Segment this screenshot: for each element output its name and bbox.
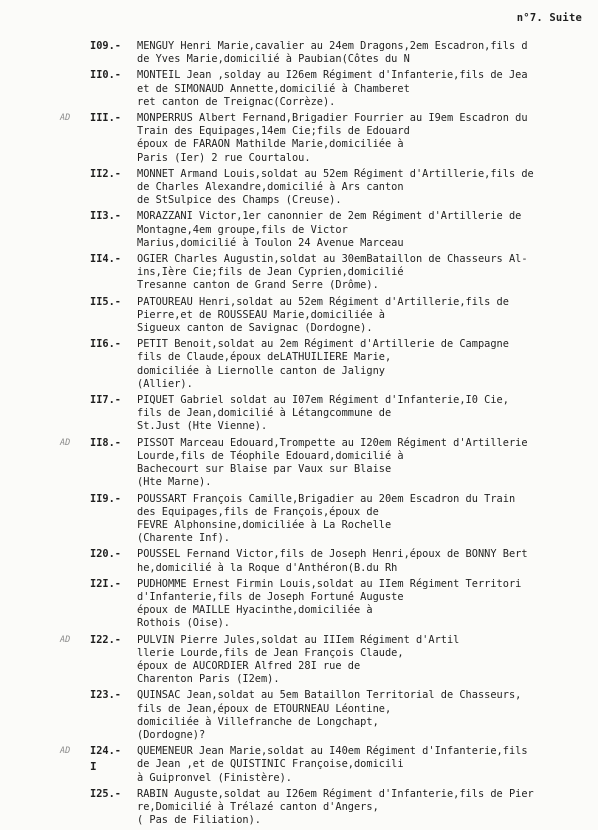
record-entry xyxy=(0,634,598,687)
record-line: MENGUY Henri Marie,cavalier au 24em Dragons,2em Escadron,fils d xyxy=(137,40,528,52)
record-number: III.- xyxy=(90,112,121,125)
record-line: époux de FARAON Mathilde Marie,domiciliée à xyxy=(137,138,404,151)
record-line: d'Infanterie,fils de Joseph Fortuné Auguste xyxy=(137,590,404,603)
record-line: Paris (Ier) 2 rue Courtalou. xyxy=(137,151,311,164)
record-number: II7.- xyxy=(90,394,121,407)
record-line: des Equipages,fils de François,époux de xyxy=(137,505,379,518)
record-line: he,domicilié à la Roque d'Anthéron(B.du Rh xyxy=(137,561,398,574)
record-line: (Dordogne)? xyxy=(137,728,206,741)
record-text xyxy=(137,548,592,574)
record-line: MORAZZANI Victor,1er canonnier de 2em Régiment d'Artillerie de xyxy=(137,210,522,223)
record-line: époux de AUCORDIER Alfred 28I rue de xyxy=(137,659,361,672)
record-line: domiciliée à Villefranche de Longchapt, xyxy=(137,715,379,728)
record-line: à Guipronvel (Finistère). xyxy=(137,771,292,784)
record-line: (Allier). xyxy=(137,377,193,390)
record-text xyxy=(137,338,592,391)
record-line: PISSOT Marceau Edouard,Trompette au I20em Régiment d'Artillerie xyxy=(137,436,528,449)
record-line: OGIER Charles Augustin,soldat au 30emBataillon de Chasseurs Al- xyxy=(137,253,528,266)
record-text xyxy=(137,689,592,742)
record-line: fils de Jean,domicilié à Létangcommune de xyxy=(137,407,392,420)
footer-mark: I xyxy=(90,760,97,773)
record-number: I25.- xyxy=(90,787,121,800)
record-entry xyxy=(0,788,598,828)
record-line: FEVRE Alphonsine,domiciliée à La Rochelle xyxy=(137,518,392,531)
record-line: Sigueux canton de Savignac (Dordogne). xyxy=(137,322,373,335)
record-line: fils de Claude,époux deLATHUILIERE Marie, xyxy=(137,351,392,364)
record-entry xyxy=(0,689,598,742)
record-line: llerie Lourde,fils de Jean François Claude, xyxy=(137,646,404,659)
record-text xyxy=(137,634,592,687)
record-text xyxy=(137,168,592,208)
record-entry xyxy=(0,296,598,336)
record-line: PUDHOMME Ernest Firmin Louis,soldat au IIem Régiment Territori xyxy=(137,577,522,590)
record-entry xyxy=(0,253,598,293)
record-text xyxy=(137,69,592,109)
record-text xyxy=(137,394,592,434)
record-text xyxy=(137,253,592,293)
record-line: St.Just (Hte Vienne). xyxy=(137,420,268,433)
margin-annotation: AD xyxy=(60,634,71,645)
record-number: I23.- xyxy=(90,689,121,702)
record-line: de Charles Alexandre,domicilié à Ars canton xyxy=(137,181,404,194)
record-text xyxy=(137,40,592,66)
record-text xyxy=(137,788,592,828)
record-number: I09.- xyxy=(90,40,121,52)
record-line: de Jean ,et de QUISTINIC Françoise,domicili xyxy=(137,758,404,771)
record-line: re,Domicilié à Trélazé canton d'Angers, xyxy=(137,800,379,813)
record-text xyxy=(137,210,592,250)
record-line: RABIN Auguste,soldat au I26em Régiment d'Infanterie,fils de Pier xyxy=(137,787,534,800)
record-line: QUEMENEUR Jean Marie,soldat au I40em Régiment d'Infanterie,fils xyxy=(137,745,528,758)
record-line: Montagne,4em groupe,fils de Victor xyxy=(137,223,348,236)
record-text xyxy=(137,745,592,785)
record-entry xyxy=(0,493,598,546)
record-line: ins,Ière Cie;fils de Jean Cyprien,domicilié xyxy=(137,266,404,279)
record-line: Tresanne canton de Grand Serre (Drôme). xyxy=(137,279,379,292)
margin-annotation: AD xyxy=(60,113,71,124)
record-number: I2I.- xyxy=(90,577,121,590)
record-line: Pierre,et de ROUSSEAU Marie,domiciliée à xyxy=(137,308,385,321)
record-entry xyxy=(0,548,598,574)
record-line: ( Pas de Filiation). xyxy=(137,814,261,827)
record-number: II5.- xyxy=(90,295,121,308)
record-entry xyxy=(0,394,598,434)
record-line: PULVIN Pierre Jules,soldat au IIIem Régiment d'Artil xyxy=(137,633,460,646)
record-line: MONTEIL Jean ,solday au I26em Régiment d'Infanterie,fils de Jea xyxy=(137,69,528,82)
record-line: PETIT Benoit,soldat au 2em Régiment d'Artillerie de Campagne xyxy=(137,338,509,351)
record-number: I24.- xyxy=(90,745,121,758)
record-line: de Yves Marie,domicilié à Paubian(Côtes du N xyxy=(137,53,410,66)
record-number: II6.- xyxy=(90,338,121,351)
record-text xyxy=(137,493,592,546)
record-text xyxy=(137,578,592,631)
record-text xyxy=(137,296,592,336)
record-line: POUSSEL Fernand Victor,fils de Joseph Henri,époux de BONNY Bert xyxy=(137,548,528,561)
entries-list xyxy=(0,40,598,830)
record-number: I22.- xyxy=(90,633,121,646)
record-number: II4.- xyxy=(90,253,121,266)
record-entry xyxy=(0,578,598,631)
margin-annotation: AD xyxy=(60,437,71,448)
record-number: II8.- xyxy=(90,436,121,449)
record-line: Lourde,fils de Téophile Edouard,domicilié à xyxy=(137,449,404,462)
margin-annotation: AD xyxy=(60,746,71,757)
record-line: époux de MAILLE Hyacinthe,domiciliée à xyxy=(137,604,373,617)
record-line: Charenton Paris (I2em). xyxy=(137,673,280,686)
record-number: II0.- xyxy=(90,69,121,82)
record-line: et de SIMONAUD Annette,domicilié à Chamberet xyxy=(137,82,410,95)
record-line: MONPERRUS Albert Fernand,Brigadier Fourrier au I9em Escadron du xyxy=(137,112,528,125)
record-line: QUINSAC Jean,soldat au 5em Bataillon Territorial de Chasseurs, xyxy=(137,689,522,702)
record-line: MONNET Armand Louis,soldat au 52em Régiment d'Artillerie,fils de xyxy=(137,167,534,180)
record-text xyxy=(137,437,592,490)
record-line: domiciliée à Liernolle canton de Jaligny xyxy=(137,364,385,377)
record-line: Marius,domicilié à Toulon 24 Avenue Marceau xyxy=(137,236,404,249)
record-number: II9.- xyxy=(90,492,121,505)
record-entry xyxy=(0,40,598,66)
record-entry xyxy=(0,338,598,391)
record-line: POUSSART François Camille,Brigadier au 20em Escadron du Train xyxy=(137,492,516,505)
record-entry xyxy=(0,437,598,490)
record-line: PATOUREAU Henri,soldat au 52em Régiment d'Artillerie,fils de xyxy=(137,295,509,308)
record-line: Rothois (Oise). xyxy=(137,617,230,630)
record-line: (Charente Inf). xyxy=(137,532,230,545)
record-line: ret canton de Treignac(Corrèze). xyxy=(137,95,336,108)
record-text xyxy=(137,112,592,165)
page-label: n°7. Suite xyxy=(516,12,582,24)
record-entry xyxy=(0,168,598,208)
record-entry xyxy=(0,69,598,109)
record-line: Bachecourt sur Blaise par Vaux sur Blaise xyxy=(137,463,392,476)
record-number: II3.- xyxy=(90,210,121,223)
record-number: II2.- xyxy=(90,167,121,180)
record-entry xyxy=(0,210,598,250)
record-line: Train des Equipages,14em Cie;fils de Edouard xyxy=(137,125,410,138)
record-line: (Hte Marne). xyxy=(137,476,212,489)
record-entry xyxy=(0,112,598,165)
record-line: fils de Jean,époux de ETOURNEAU Léontine, xyxy=(137,702,392,715)
record-number: I20.- xyxy=(90,548,121,561)
record-line: de StSulpice des Champs (Creuse). xyxy=(137,194,342,207)
record-line: PIQUET Gabriel soldat au I07em Régiment d'Infanterie,I0 Cie, xyxy=(137,394,509,407)
